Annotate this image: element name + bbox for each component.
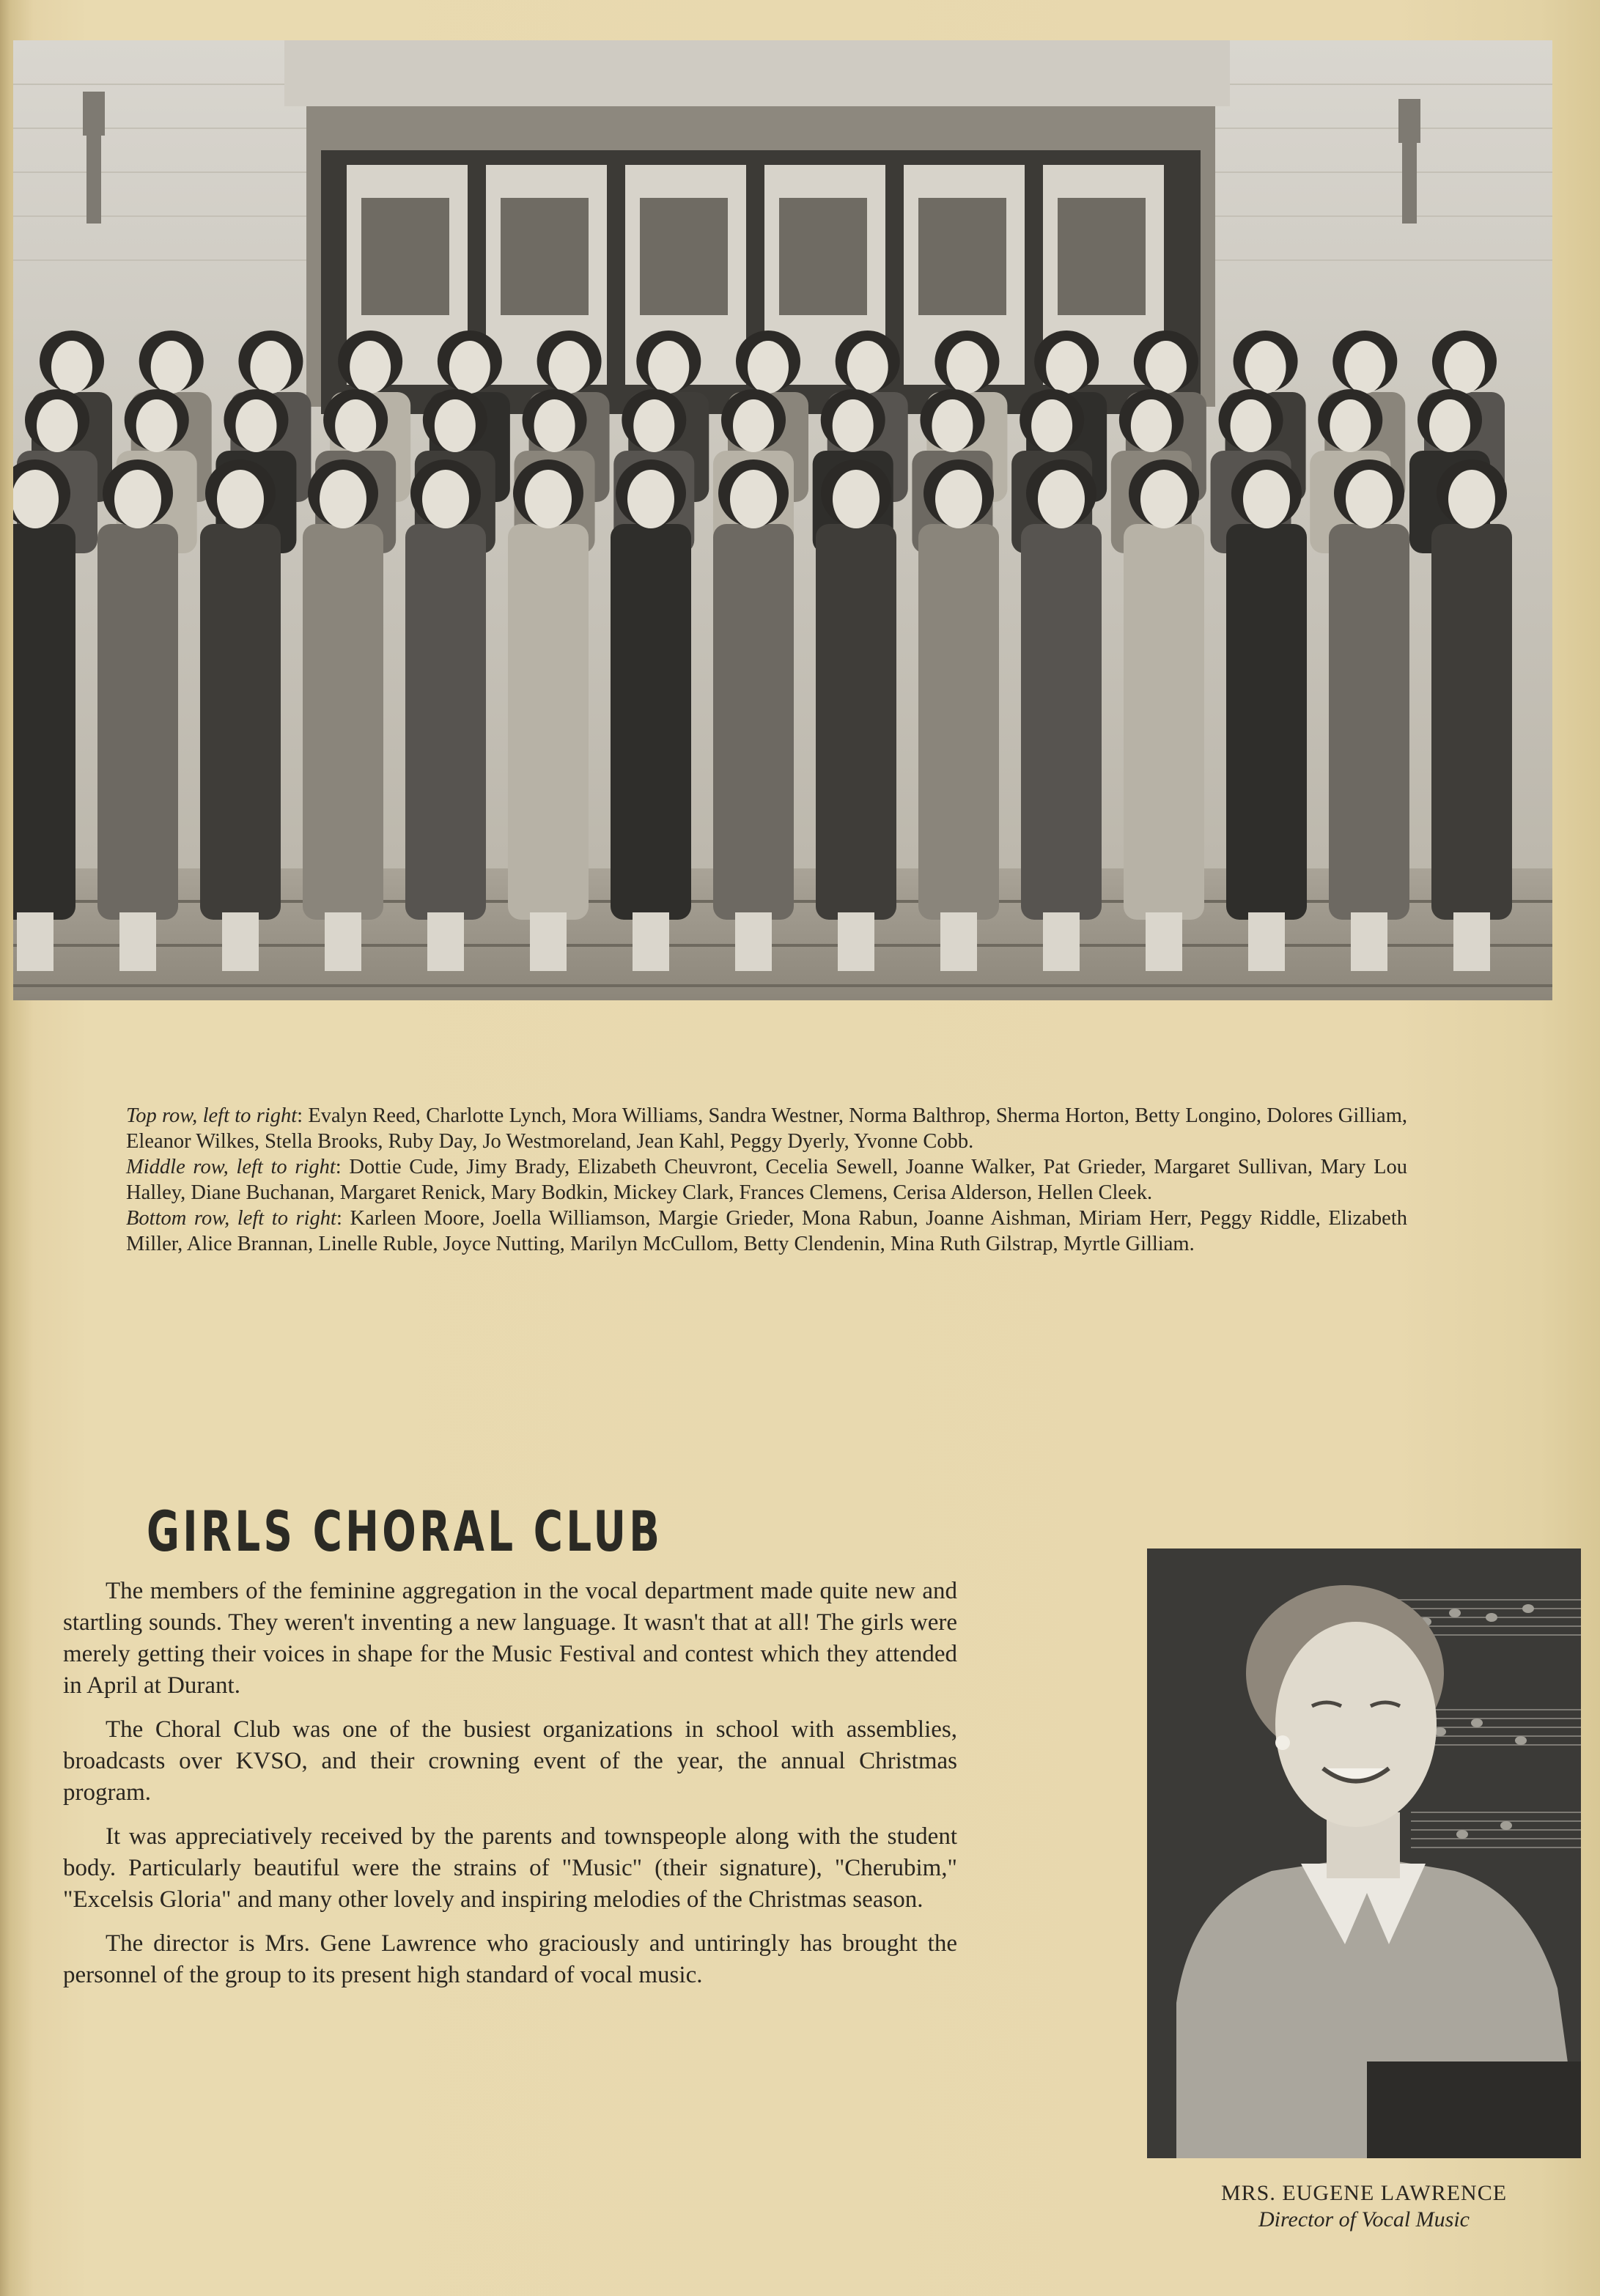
article-paragraph: The members of the feminine aggregation in the vocal department made quite new and startling sounds. They weren't inventing a new language. It wasn't that at all! The girls were merely getting their voices in shape for the Music Festival and contest which they attended in April at Durant. [63, 1578, 957, 1699]
choir-member [1021, 459, 1102, 971]
article-body [63, 1576, 957, 2004]
choir-member [405, 459, 486, 971]
choir-member [508, 459, 589, 971]
caption-bottom-row: Bottom row, left to right: Karleen Moore, Joella Williamson, Margie Grieder, Mona Rabun, Joanne Aishman, Miriam Herr, Peggy Riddle, Elizabeth Miller, Alice Brannan, Linelle Ruble, Joyce Nutting, Marilyn McCullom, Betty Clendenin, Mina Ruth Gilstrap, Myrtle Gilliam. [126, 1207, 1407, 1255]
choir-members [13, 331, 1512, 971]
photo-caption [126, 1103, 1407, 1257]
choir-member [200, 459, 281, 971]
choir-member [1431, 459, 1512, 971]
article-paragraph: It was appreciatively received by the parents and townspeople along with the student body. Particularly beautiful were the strains of "Music" (their signature), "Cherubim," "Excelsis Gloria" and many other lovely and inspiring melodies of the Christmas season. [63, 1823, 957, 1913]
group-photo [13, 40, 1552, 1000]
article-paragraph: The director is Mrs. Gene Lawrence who graciously and untiringly has brought the personnel of the group to its present high standard of vocal music. [63, 1930, 957, 1988]
article-title: GIRLS CHORAL CLUB [147, 1499, 663, 1564]
group-photo-image [13, 40, 1552, 1000]
director-portrait-image [1147, 1548, 1581, 2158]
choir-member [611, 459, 691, 971]
choir-member [303, 459, 383, 971]
choir-member [1226, 459, 1307, 971]
director-portrait [1147, 1548, 1581, 2158]
caption-bottom-row-names: Karleen Moore, Joella Williamson, Margie Grieder, Mona Rabun, Joanne Aishman, Miriam Herr, Peggy Riddle, Elizabeth Miller, Alice Brannan, Linelle Ruble, Joyce Nutting, Marilyn McCullom, Betty Clendenin, Mina Ruth Gilstrap, Myrtle Gilliam. [126, 1207, 1407, 1255]
portrait-caption [1147, 2180, 1581, 2233]
caption-middle-row: Middle row, left to right: Dottie Cude, Jimy Brady, Elizabeth Cheuvront, Cecelia Sewell, Joanne Walker, Pat Grieder, Margaret Sullivan, Mary Lou Halley, Diane Buchanan, Margaret Renick, Mary Bodkin, Mickey Clark, Frances Clemens, Cerisa Alderson, Hellen Cleek. [126, 1156, 1407, 1204]
director-name: MRS. EUGENE LAWRENCE [1220, 2181, 1508, 2205]
caption-middle-row-names: Dottie Cude, Jimy Brady, Elizabeth Cheuvront, Cecelia Sewell, Joanne Walker, Pat Grieder, Margaret Sullivan, Mary Lou Halley, Diane Buchanan, Margaret Renick, Mary Bodkin, Mickey Clark, Frances Clemens, Cerisa Alderson, Hellen Cleek. [126, 1156, 1407, 1204]
choir-member [713, 459, 794, 971]
choir-member [1329, 459, 1409, 971]
caption-middle-row-label: Middle row, left to right [126, 1156, 336, 1178]
caption-top-row-names: Evalyn Reed, Charlotte Lynch, Mora Williams, Sandra Westner, Norma Balthrop, Sherma Horton, Betty Longino, Dolores Gilliam, Eleanor Wilkes, Stella Brooks, Ruby Day, Jo Westmoreland, Jean Kahl, Peggy Dyerly, Yvonne Cobb. [126, 1104, 1407, 1153]
choir-member [1124, 459, 1204, 971]
article-paragraph: The Choral Club was one of the busiest organizations in school with assemblies, broadcasts over KVSO, and their crowning event of the year, the annual Christmas program. [63, 1716, 957, 1806]
caption-top-row-label: Top row, left to right [126, 1104, 298, 1127]
caption-bottom-row-label: Bottom row, left to right [126, 1207, 336, 1230]
choir-member [918, 459, 999, 971]
director-role: Director of Vocal Music [1258, 2207, 1470, 2232]
caption-top-row: Top row, left to right: Evalyn Reed, Charlotte Lynch, Mora Williams, Sandra Westner, Norma Balthrop, Sherma Horton, Betty Longino, Dolores Gilliam, Eleanor Wilkes, Stella Brooks, Ruby Day, Jo Westmoreland, Jean Kahl, Peggy Dyerly, Yvonne Cobb. [126, 1104, 1407, 1153]
choir-member [816, 459, 896, 971]
choir-member [97, 459, 178, 971]
choir-member [13, 459, 75, 971]
